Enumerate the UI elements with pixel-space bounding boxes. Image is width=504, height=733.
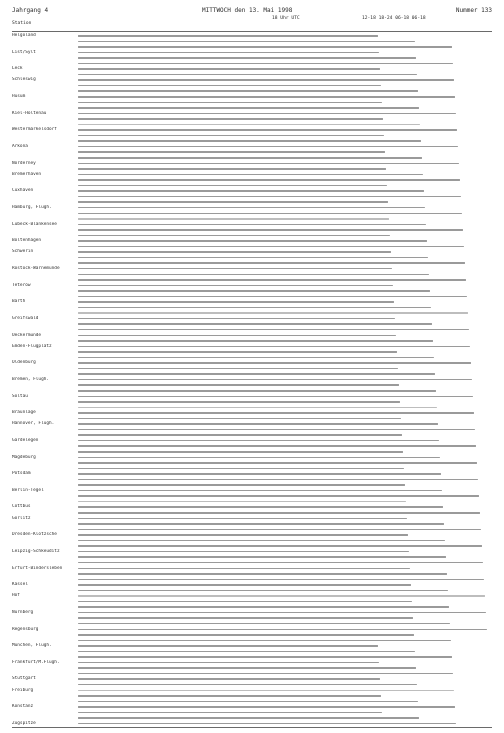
illegible-data-stripe xyxy=(78,312,468,314)
illegible-data-stripe xyxy=(78,673,453,675)
illegible-data-stripe xyxy=(78,384,399,386)
station-name: Norderney xyxy=(12,160,36,166)
illegible-data-stripe xyxy=(78,556,446,558)
illegible-data-stripe xyxy=(78,368,398,370)
illegible-data-stripe xyxy=(78,723,456,725)
illegible-data-stripe xyxy=(78,135,384,137)
station-name: Zugspitze xyxy=(12,720,36,726)
illegible-data-stripe xyxy=(78,129,457,131)
illegible-data-stripe xyxy=(78,418,401,420)
illegible-data-stripe xyxy=(78,396,473,398)
illegible-data-stripe xyxy=(78,656,452,658)
illegible-data-stripe xyxy=(78,612,486,614)
station-name: List/Sylt xyxy=(12,49,36,55)
illegible-data-stripe xyxy=(78,146,458,148)
illegible-data-stripe xyxy=(78,207,425,209)
illegible-data-stripe xyxy=(78,412,474,414)
illegible-data-stripe xyxy=(78,329,469,331)
station-name: Magdeburg xyxy=(12,454,36,460)
illegible-data-stripe xyxy=(78,568,410,570)
illegible-data-stripe xyxy=(78,90,418,92)
station-name: Oldenburg xyxy=(12,360,36,366)
illegible-data-stripe xyxy=(78,501,406,503)
station-name: Hannover, Flugh. xyxy=(12,421,55,427)
illegible-data-stripe xyxy=(78,251,391,253)
illegible-data-stripe xyxy=(78,174,423,176)
illegible-data-stripe xyxy=(78,490,442,492)
illegible-data-stripe xyxy=(78,102,382,104)
station-name: Schwerin xyxy=(12,249,34,255)
illegible-data-stripe xyxy=(78,684,417,686)
station-name: Erfurt-Bindersleben xyxy=(12,565,63,571)
illegible-data-stripe xyxy=(78,690,454,692)
illegible-data-stripe xyxy=(78,96,455,98)
illegible-data-stripe xyxy=(78,434,402,436)
illegible-data-stripe xyxy=(78,651,415,653)
illegible-data-stripe xyxy=(78,107,419,109)
header-rule xyxy=(12,31,492,32)
illegible-data-stripe xyxy=(78,41,415,43)
station-name: Rostock-Warnemünde xyxy=(12,265,60,271)
station-name: Helgoland xyxy=(12,33,36,38)
station-name: Braunlage xyxy=(12,410,36,416)
station-name: Berlin-Tegel xyxy=(12,487,44,493)
station-name: Leck xyxy=(12,66,23,72)
illegible-data-stripe xyxy=(78,229,463,231)
illegible-data-stripe xyxy=(78,168,386,170)
illegible-data-stripe xyxy=(78,246,464,248)
illegible-data-stripe xyxy=(78,335,396,337)
station-name: Hamburg, Flugh. xyxy=(12,204,52,210)
illegible-data-stripe xyxy=(78,457,440,459)
volume-label: Jahrgang 4 xyxy=(12,7,49,14)
illegible-data-stripe xyxy=(78,262,465,264)
station-name: Arkona xyxy=(12,143,28,149)
illegible-data-stripe xyxy=(78,623,450,625)
illegible-data-stripe xyxy=(78,590,448,592)
illegible-data-stripe xyxy=(78,678,380,680)
illegible-data-stripe xyxy=(78,74,417,76)
illegible-data-stripe xyxy=(78,268,392,270)
station-name: Cuxhaven xyxy=(12,188,34,194)
illegible-data-stripe xyxy=(78,357,434,359)
illegible-data-stripe xyxy=(78,373,435,375)
illegible-data-stripe xyxy=(78,407,437,409)
observation-time-header: 18 Uhr UTC xyxy=(272,16,300,21)
illegible-data-stripe xyxy=(78,712,382,714)
illegible-data-stripe xyxy=(78,218,389,220)
illegible-data-stripe xyxy=(78,323,432,325)
illegible-data-stripe xyxy=(78,629,487,631)
illegible-data-stripe xyxy=(78,296,467,298)
illegible-data-stripe xyxy=(78,495,479,497)
station-name: Freiburg xyxy=(12,687,34,693)
illegible-data-stripe xyxy=(78,179,460,181)
illegible-data-stripe xyxy=(78,562,483,564)
station-name: Kiel-Holtenau xyxy=(12,110,47,116)
illegible-data-stripe xyxy=(78,290,430,292)
illegible-data-stripe xyxy=(78,390,436,392)
illegible-data-stripe xyxy=(78,529,481,531)
table-row xyxy=(12,721,492,727)
station-name: Leipzig-Schkeuditz xyxy=(12,548,60,554)
station-name: Greifswald xyxy=(12,315,39,321)
illegible-data-stripe xyxy=(78,584,411,586)
station-name: Cottbus xyxy=(12,504,31,510)
illegible-data-stripe xyxy=(78,285,393,287)
illegible-data-stripe xyxy=(78,695,381,697)
illegible-data-stripe xyxy=(78,701,418,703)
illegible-data-stripe xyxy=(78,351,397,353)
illegible-data-stripe xyxy=(78,52,379,54)
station-name: Teterow xyxy=(12,282,31,288)
station-name: Regensburg xyxy=(12,626,39,632)
illegible-data-stripe xyxy=(78,595,485,597)
station-name: München, Flugh. xyxy=(12,643,52,649)
illegible-data-stripe xyxy=(78,307,431,309)
illegible-data-stripe xyxy=(78,196,461,198)
illegible-data-stripe xyxy=(78,118,383,120)
illegible-data-stripe xyxy=(78,257,428,259)
illegible-data-stripe xyxy=(78,479,478,481)
illegible-data-stripe xyxy=(78,85,381,87)
illegible-data-stripe xyxy=(78,163,459,165)
illegible-data-stripe xyxy=(78,606,449,608)
illegible-data-stripe xyxy=(78,640,451,642)
station-name: Boltenhagen xyxy=(12,238,42,244)
station-name: Kassel xyxy=(12,582,28,588)
illegible-data-stripe xyxy=(78,429,475,431)
station-name: Soltau xyxy=(12,393,28,399)
illegible-data-stripe xyxy=(78,462,477,464)
illegible-data-stripe xyxy=(78,57,416,59)
illegible-data-stripe xyxy=(78,157,422,159)
illegible-data-stripe xyxy=(78,401,400,403)
illegible-data-stripe xyxy=(78,451,403,453)
station-name: Nürnberg xyxy=(12,609,34,615)
illegible-data-stripe xyxy=(78,124,420,126)
station-name: Westermarkelsdorf xyxy=(12,127,57,133)
illegible-data-stripe xyxy=(78,551,409,553)
illegible-data-stripe xyxy=(78,706,455,708)
station-name: Dresden-Klotzsche xyxy=(12,532,57,538)
illegible-data-stripe xyxy=(78,518,407,520)
illegible-data-stripe xyxy=(78,235,390,237)
illegible-data-stripe xyxy=(78,224,426,226)
illegible-data-stripe xyxy=(78,617,413,619)
illegible-data-stripe xyxy=(78,213,462,215)
station-name: Konstanz xyxy=(12,704,34,710)
issue-number: Nummer 133 xyxy=(455,7,492,14)
station-name: Stuttgart xyxy=(12,676,36,682)
illegible-data-stripe xyxy=(78,440,439,442)
date-line: MITTWOCH den 13. Mai 1998 xyxy=(202,7,293,14)
station-name: Bremerhaven xyxy=(12,171,42,177)
illegible-data-stripe xyxy=(78,512,480,514)
illegible-data-stripe xyxy=(78,717,419,719)
illegible-data-stripe xyxy=(78,662,379,664)
footer-rule xyxy=(12,727,492,728)
illegible-data-stripe xyxy=(78,379,472,381)
station-name: Emden-Flugplatz xyxy=(12,343,52,349)
station-name: Hof xyxy=(12,593,20,599)
illegible-data-stripe xyxy=(78,190,424,192)
station-name: Frankfurt/M.Flugh. xyxy=(12,659,60,665)
station-name: Bremen, Flugh. xyxy=(12,376,50,382)
station-name: Görlitz xyxy=(12,515,31,521)
illegible-data-stripe xyxy=(78,601,412,603)
page-header xyxy=(12,6,492,16)
illegible-data-stripe xyxy=(78,579,484,581)
illegible-data-stripe xyxy=(78,274,429,276)
illegible-data-stripe xyxy=(78,240,427,242)
illegible-data-stripe xyxy=(78,634,414,636)
illegible-data-stripe xyxy=(78,534,408,536)
station-name: Husum xyxy=(12,94,26,100)
illegible-data-stripe xyxy=(78,667,416,669)
illegible-data-stripe xyxy=(78,545,482,547)
illegible-data-stripe xyxy=(78,35,378,37)
illegible-data-stripe xyxy=(78,185,387,187)
station-name: Gardelegen xyxy=(12,437,39,443)
illegible-data-stripe xyxy=(78,506,443,508)
station-name: Ueckermünde xyxy=(12,332,42,338)
station-column-header: Station xyxy=(12,21,32,26)
illegible-data-stripe xyxy=(78,362,471,364)
forecast-window-header: 12-18 18-24 06-18 06-18 xyxy=(362,16,426,21)
table-column-headers xyxy=(12,16,492,30)
illegible-data-stripe xyxy=(78,346,470,348)
illegible-data-stripe xyxy=(78,318,395,320)
illegible-data-stripe xyxy=(78,484,405,486)
illegible-data-stripe xyxy=(78,540,445,542)
illegible-data-stripe xyxy=(78,473,441,475)
illegible-data-stripe xyxy=(78,46,452,48)
illegible-data-stripe xyxy=(78,201,388,203)
illegible-data-stripe xyxy=(78,279,466,281)
illegible-data-stripe xyxy=(78,340,433,342)
station-name: Schleswig xyxy=(12,77,36,83)
illegible-data-stripe xyxy=(78,523,444,525)
station-name: Lübeck-Blankensee xyxy=(12,221,57,227)
illegible-data-stripe xyxy=(78,645,378,647)
station-table xyxy=(12,33,492,726)
station-name: Barth xyxy=(12,299,26,305)
illegible-data-stripe xyxy=(78,68,380,70)
illegible-data-stripe xyxy=(78,301,394,303)
illegible-data-stripe xyxy=(78,79,454,81)
illegible-data-stripe xyxy=(78,573,447,575)
illegible-data-stripe xyxy=(78,468,404,470)
station-name: Potsdam xyxy=(12,471,31,477)
illegible-data-stripe xyxy=(78,423,438,425)
illegible-data-stripe xyxy=(78,63,453,65)
illegible-data-stripe xyxy=(78,140,421,142)
illegible-data-stripe xyxy=(78,445,476,447)
illegible-data-stripe xyxy=(78,113,456,115)
illegible-data-stripe xyxy=(78,151,385,153)
